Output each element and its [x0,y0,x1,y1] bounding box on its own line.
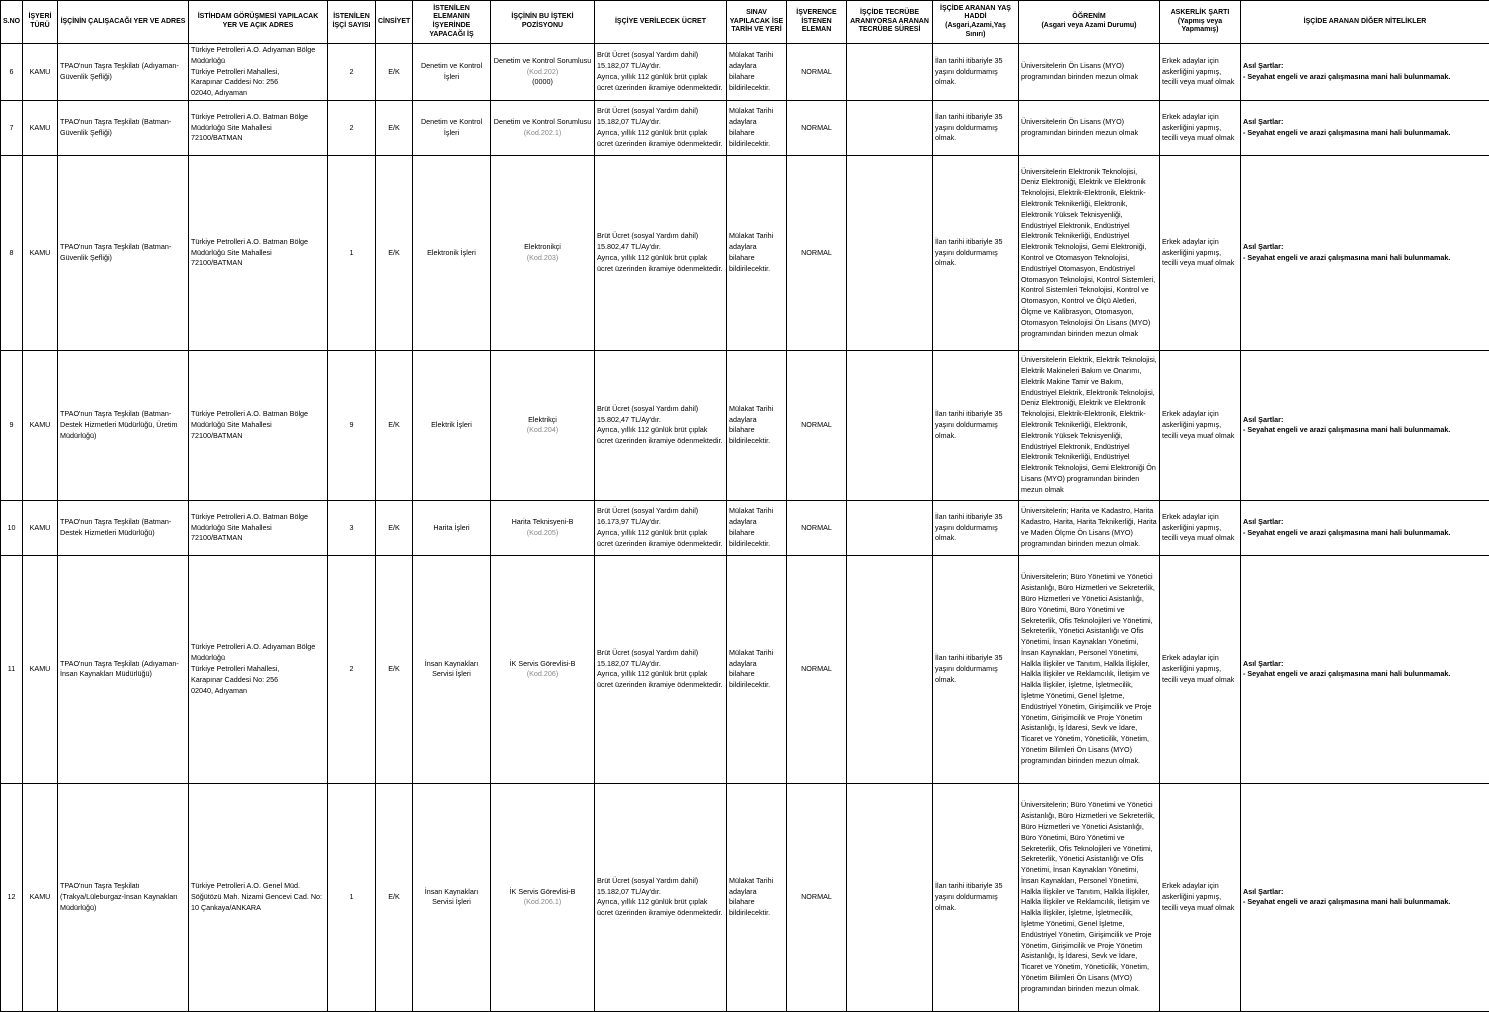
table-row [1,44,1489,101]
cell-wage: Brüt Ücret (sosyal Yardım dahil) 15.182,07 TL/Ay'dır. Ayrıca, yıllık 112 günlük brüt çıplak ücret üzerinden ikramiye ödenmektedir. [595,44,727,101]
col-header-count: İSTENİLEN İŞÇİ SAYISI [328,1,376,44]
table-row [1,100,1489,155]
col-header-military-label: ASKERLİK ŞARTI [1162,9,1238,18]
table-row [1,155,1489,350]
cell-experience [847,350,933,500]
other-qualifications-label: Asıl Şartlar: [1243,517,1487,528]
cell-wage: Brüt Ücret (sosyal Yardım dahil) 16.173,97 TL/Ay'dır. Ayrıca, yıllık 112 günlük brüt çıplak ücret üzerinden ikramiye ödenmektedir. [595,500,727,555]
cell-status: NORMAL [787,350,847,500]
position-code: (Kod.203) [493,253,592,264]
cell-status: NORMAL [787,155,847,350]
position-title: Harita Teknisyeni-B [493,517,592,528]
cell-age: İlan tarihi itibariyle 35 yaşını doldurmamış olmak. [933,44,1019,101]
cell-count: 9 [328,350,376,500]
cell-wage: Brüt Ücret (sosyal Yardım dahil) 15.802,47 TL/Ay'dır. Ayrıca, yıllık 112 günlük brüt çıplak ücret üzerinden ikramiye ödenmektedir. [595,350,727,500]
cell-gender: E/K [376,350,413,500]
col-header-workplace-type: İŞYERİ TÜRÜ [23,1,58,44]
col-header-age-label: İŞÇİDE ARANAN YAŞ HADDİ [935,5,1016,23]
cell-workplace-type: KAMU [23,44,58,101]
cell-exam: Mülakat Tarihi adaylara bilahare bildirilecektir. [727,783,787,1011]
position-code: (Kod.202.1) [493,128,592,139]
cell-other-qualifications [1241,44,1489,101]
position-extra: (0000) [493,77,592,88]
cell-workplace-type: KAMU [23,100,58,155]
position-title: Elektronikçi [493,242,592,253]
cell-workplace-address: TPAO'nun Taşra Teşkilatı (Batman-Destek Hizmetleri Müdürlüğü) [58,500,189,555]
col-header-sno: S.NO [1,1,23,44]
other-qualifications-label: Asıl Şartlar: [1243,242,1487,253]
cell-education: Üniversitelerin; Büro Yönetimi ve Yönetici Asistanlığı, Büro Hizmetleri ve Sekreterlik, Büro Hizmetleri ve Yönetici Asistanlığı, Büro Yönetimi, Büro Yönetimi ve Sekreterlik, Ofis Teknolojileri ve Yönetimi, Sekreterlik, Yönetici Asistanlığı ve Ofis Yönetimi, İnsan Kaynakları Yönetimi, İnsan Kaynakları, Personel Yönetimi, Halkla İlişkiler ve Tanıtım, Halkla İlişkiler, Halkla İlişkiler ve Reklamcılık, İletişim ve Halkla İlişkiler, İşletme, İşletmecilik, İşletme Yönetimi, Genel İşletme, Endüstriyel Yönetim, Girişimcilik ve Proje Yönetim, Girişimcilik ve Proje Yönetim Asistanlığı, İş İdaresi, Sevk ve İdare, Ticaret ve Yönetim, Yöneticilik, Yönetim, Yönetim Bilimleri Ön Lisans (MYO) programından birinden mezun olmak. [1019,783,1160,1011]
cell-interview-address: Türkiye Petrolleri A.O. Genel Müd. Söğütözü Mah. Nizami Gencevi Cad. No: 10 Çankaya/ANKARA [189,783,328,1011]
cell-sno: 8 [1,155,23,350]
position-code: (Kod.204) [493,425,592,436]
cell-age: İlan tarihi itibariyle 35 yaşını doldurmamış olmak. [933,783,1019,1011]
cell-sno: 10 [1,500,23,555]
cell-sno: 7 [1,100,23,155]
cell-job: Denetim ve Kontrol İşleri [413,100,491,155]
cell-interview-address: Türkiye Petrolleri A.O. Batman Bölge Müdürlüğü Site Mahallesi 72100/BATMAN [189,155,328,350]
cell-experience [847,44,933,101]
cell-gender: E/K [376,44,413,101]
cell-age: İlan tarihi itibariyle 35 yaşını doldurmamış olmak. [933,500,1019,555]
cell-status: NORMAL [787,500,847,555]
cell-age: İlan tarihi itibariyle 35 yaşını doldurmamış olmak. [933,100,1019,155]
cell-gender: E/K [376,100,413,155]
table-row [1,500,1489,555]
cell-other-qualifications [1241,783,1489,1011]
cell-position [491,100,595,155]
col-header-workplace-address: İŞÇİNİN ÇALIŞACAĞI YER VE ADRES [58,1,189,44]
cell-count: 1 [328,155,376,350]
position-title: Denetim ve Kontrol Sorumlusu [493,56,592,67]
header-row [1,1,1489,44]
cell-count: 1 [328,783,376,1011]
other-qualifications-label: Asıl Şartlar: [1243,659,1487,670]
other-qualifications-label: Asıl Şartlar: [1243,887,1487,898]
col-header-education-sub: (Asgari veya Azami Durumu) [1021,22,1157,31]
cell-workplace-address: TPAO'nun Taşra Teşkilatı (Batman-Güvenlik Şefliği) [58,155,189,350]
position-title: Elektrikçi [493,415,592,426]
cell-exam: Mülakat Tarihi adaylara bilahare bildirilecektir. [727,555,787,783]
other-qualifications-label: Asıl Şartlar: [1243,61,1487,72]
cell-military: Erkek adaylar için askerliğini yapmış, tecilli veya muaf olmak [1160,783,1241,1011]
other-qualifications-text: - Seyahat engeli ve arazi çalışmasına mani hali bulunmamak. [1243,72,1487,83]
other-qualifications-text: - Seyahat engeli ve arazi çalışmasına mani hali bulunmamak. [1243,897,1487,908]
position-code: (Kod.202) [493,67,592,78]
position-code: (Kod.206.1) [493,897,592,908]
cell-exam: Mülakat Tarihi adaylara bilahare bildirilecektir. [727,155,787,350]
cell-military: Erkek adaylar için askerliğini yapmış, tecilli veya muaf olmak [1160,350,1241,500]
other-qualifications-text: - Seyahat engeli ve arazi çalışmasına mani hali bulunmamak. [1243,253,1487,264]
cell-experience [847,555,933,783]
cell-sno: 9 [1,350,23,500]
other-qualifications-text: - Seyahat engeli ve arazi çalışmasına mani hali bulunmamak. [1243,528,1487,539]
col-header-gender: CİNSİYET [376,1,413,44]
cell-education: Üniversitelerin Elektrik, Elektrik Teknolojisi, Elektrik Makineleri Bakım ve Onarımı, Elektrik Makine Tamir ve Bakım, Endüstriyel Elektrik, Elektronik Teknolojisi, Deniz Elektroniği, Elektrik ve Elektronik Teknolojisi, Elektrik-Elektronik, Elektrik-Elektronik Teknikerliği, Elektronik, Elektronik Yüksek Teknisyenliği, Endüstriyel Elektronik, Endüstriyel Elektronik Teknikerliği, Endüstriyel Elektronik Teknolojisi, Gemi Elektroniği Ön Lisans (MYO) programından birinden mezun olmak [1019,350,1160,500]
cell-position [491,44,595,101]
cell-other-qualifications [1241,155,1489,350]
cell-position [491,350,595,500]
cell-sno: 6 [1,44,23,101]
cell-interview-address: Türkiye Petrolleri A.O. Adıyaman Bölge Müdürlüğü Türkiye Petrolleri Mahallesi, Karapınar Caddesi No: 256 02040, Adıyaman [189,44,328,101]
position-title: İK Servis Görevlisi-B [493,659,592,670]
cell-education: Üniversitelerin; Büro Yönetimi ve Yönetici Asistanlığı, Büro Hizmetleri ve Sekreterlik, Büro Hizmetleri ve Yönetici Asistanlığı, Büro Yönetimi, Büro Yönetimi ve Sekreterlik, Ofis Teknolojileri ve Yönetimi, Sekreterlik, Yönetici Asistanlığı ve Ofis Yönetimi, İnsan Kaynakları Yönetimi, İnsan Kaynakları, Personel Yönetimi, Halkla İlişkiler ve Tanıtım, Halkla İlişkiler, Halkla İlişkiler ve Reklamcılık, İletişim ve Halkla İlişkiler, İşletme, İşletmecilik, İşletme Yönetimi, Genel İşletme, Endüstriyel Yönetim, Girişimcilik ve Proje Yönetim, Girişimcilik ve Proje Yönetim Asistanlığı, İş İdaresi, Sevk ve İdare, Ticaret ve Yönetim, Yöneticilik, Yönetim, Yönetim Bilimleri Ön Lisans (MYO) programından birinden mezun olmak. [1019,555,1160,783]
cell-job: İnsan Kaynakları Servisi İşleri [413,783,491,1011]
cell-military: Erkek adaylar için askerliğini yapmış, tecilli veya muaf olmak [1160,155,1241,350]
cell-position [491,555,595,783]
cell-count: 2 [328,100,376,155]
col-header-education-label: ÖĞRENİM [1021,13,1157,22]
cell-education: Üniversitelerin Ön Lisans (MYO) programından birinden mezun olmak [1019,100,1160,155]
table-row [1,555,1489,783]
cell-workplace-type: KAMU [23,350,58,500]
cell-position [491,500,595,555]
cell-experience [847,500,933,555]
cell-wage: Brüt Ücret (sosyal Yardım dahil) 15.182,07 TL/Ay'dır. Ayrıca, yıllık 112 günlük brüt çıplak ücret üzerinden ikramiye ödenmektedir. [595,783,727,1011]
cell-sno: 12 [1,783,23,1011]
cell-sno: 11 [1,555,23,783]
cell-gender: E/K [376,500,413,555]
col-header-status: İŞVERENCE İSTENEN ELEMAN [787,1,847,44]
cell-count: 2 [328,44,376,101]
cell-job: Denetim ve Kontrol İşleri [413,44,491,101]
position-code: (Kod.206) [493,669,592,680]
table-body [1,44,1489,1012]
cell-age: İlan tarihi itibariyle 35 yaşını doldurmamış olmak. [933,350,1019,500]
cell-workplace-type: KAMU [23,155,58,350]
cell-other-qualifications [1241,100,1489,155]
other-qualifications-text: - Seyahat engeli ve arazi çalışmasına mani hali bulunmamak. [1243,425,1487,436]
cell-job: Elektrik İşleri [413,350,491,500]
cell-experience [847,783,933,1011]
cell-position [491,155,595,350]
col-header-job: İSTENİLEN ELEMANIN İŞYERİNDE YAPACAĞI İŞ [413,1,491,44]
cell-count: 3 [328,500,376,555]
cell-status: NORMAL [787,44,847,101]
cell-interview-address: Türkiye Petrolleri A.O. Batman Bölge Müdürlüğü Site Mahallesi 72100/BATMAN [189,500,328,555]
cell-interview-address: Türkiye Petrolleri A.O. Adıyaman Bölge Müdürlüğü Türkiye Petrolleri Mahallesi, Karapınar Caddesi No: 256 02040, Adıyaman [189,555,328,783]
col-header-other: İŞÇİDE ARANAN DİĞER NİTELİKLER [1241,1,1489,44]
cell-workplace-address: TPAO'nun Taşra Teşkilatı (Trakya/Lüleburgaz-İnsan Kaynakları Müdürlüğü) [58,783,189,1011]
cell-age: İlan tarihi itibariyle 35 yaşını doldurmamış olmak. [933,555,1019,783]
cell-interview-address: Türkiye Petrolleri A.O. Batman Bölge Müdürlüğü Site Mahallesi 72100/BATMAN [189,100,328,155]
other-qualifications-label: Asıl Şartlar: [1243,415,1487,426]
cell-wage: Brüt Ücret (sosyal Yardım dahil) 15.182,07 TL/Ay'dır. Ayrıca, yıllık 112 günlük brüt çıplak ücret üzerinden ikramiye ödenmektedir. [595,555,727,783]
other-qualifications-text: - Seyahat engeli ve arazi çalışmasına mani hali bulunmamak. [1243,128,1487,139]
cell-military: Erkek adaylar için askerliğini yapmış, tecilli veya muaf olmak [1160,44,1241,101]
cell-gender: E/K [376,783,413,1011]
cell-workplace-address: TPAO'nun Taşra Teşkilatı (Batman-Destek Hizmetleri Müdürlüğü, Üretim Müdürlüğü) [58,350,189,500]
cell-experience [847,100,933,155]
cell-workplace-address: TPAO'nun Taşra Teşkilatı (Adıyaman-İnsan Kaynakları Müdürlüğü) [58,555,189,783]
cell-exam: Mülakat Tarihi adaylara bilahare bildirilecektir. [727,44,787,101]
cell-job: Harita İşleri [413,500,491,555]
col-header-interview-address: İSTİHDAM GÖRÜŞMESİ YAPILACAK YER VE AÇIK ADRES [189,1,328,44]
position-title: Denetim ve Kontrol Sorumlusu [493,117,592,128]
col-header-age-sub: (Asgari,Azami,Yaş Sınırı) [935,22,1016,40]
cell-other-qualifications [1241,500,1489,555]
col-header-military-sub: (Yapmış veya Yapmamış) [1162,18,1238,36]
cell-job: Elektronik İşleri [413,155,491,350]
cell-military: Erkek adaylar için askerliğini yapmış, tecilli veya muaf olmak [1160,555,1241,783]
cell-position [491,783,595,1011]
col-header-age [933,1,1019,44]
cell-status: NORMAL [787,783,847,1011]
position-title: İK Servis Görevlisi-B [493,887,592,898]
cell-gender: E/K [376,155,413,350]
cell-status: NORMAL [787,555,847,783]
col-header-experience: İŞÇİDE TECRÜBE ARANIYORSA ARANAN TECRÜBE SÜRESİ [847,1,933,44]
col-header-position: İŞÇİNİN BU İŞTEKİ POZİSYONU [491,1,595,44]
table-row [1,783,1489,1011]
cell-exam: Mülakat Tarihi adaylara bilahare bildirilecektir. [727,500,787,555]
cell-military: Erkek adaylar için askerliğini yapmış, tecilli veya muaf olmak [1160,500,1241,555]
cell-experience [847,155,933,350]
other-qualifications-label: Asıl Şartlar: [1243,117,1487,128]
cell-other-qualifications [1241,555,1489,783]
cell-job: İnsan Kaynakları Servisi İşleri [413,555,491,783]
cell-other-qualifications [1241,350,1489,500]
cell-gender: E/K [376,555,413,783]
col-header-military [1160,1,1241,44]
cell-education: Üniversitelerin; Harita ve Kadastro, Harita Kadastro, Harita, Harita Teknikerliği, Harita ve Maden Ölçme Ön Lisans (MYO) programından birinden mezun olmak. [1019,500,1160,555]
cell-exam: Mülakat Tarihi adaylara bilahare bildirilecektir. [727,350,787,500]
cell-education: Üniversitelerin Ön Lisans (MYO) programından birinden mezun olmak [1019,44,1160,101]
other-qualifications-text: - Seyahat engeli ve arazi çalışmasına mani hali bulunmamak. [1243,669,1487,680]
position-code: (Kod.205) [493,528,592,539]
col-header-exam: SINAV YAPILACAK İSE TARİH VE YERİ [727,1,787,44]
cell-exam: Mülakat Tarihi adaylara bilahare bildirilecektir. [727,100,787,155]
cell-workplace-address: TPAO'nun Taşra Teşkilatı (Adıyaman-Güvenlik Şefliği) [58,44,189,101]
cell-age: İlan tarihi itibariyle 35 yaşını doldurmamış olmak. [933,155,1019,350]
cell-workplace-address: TPAO'nun Taşra Teşkilatı (Batman-Güvenlik Şefliği) [58,100,189,155]
cell-workplace-type: KAMU [23,555,58,783]
cell-count: 2 [328,555,376,783]
table-header [1,1,1489,44]
table-row [1,350,1489,500]
cell-workplace-type: KAMU [23,783,58,1011]
cell-education: Üniversitelerin Elektronik Teknolojisi, Deniz Elektroniği, Elektrik ve Elektronik Teknolojisi, Elektrik-Elektronik, Elektrik-Elektronik Teknikerliği, Elektronik, Elektronik Yüksek Teknisyenliği, Endüstriyel Elektronik, Endüstriyel Elektronik Teknikerliği, Endüstriyel Elektronik Teknolojisi, Gemi Elektroniği, Kontrol ve Otomasyon Teknolojisi, Endüstriyel Otomasyon, Endüstriyel Otomasyon Teknolojisi, Kontrol Sistemleri, Kontrol Sistemleri Teknolojisi, Kontrol ve Otomasyon, Kontrol ve Ölçü Aletleri, Ölçme ve Kalibrasyon, Otomasyon, Otomasyon Teknolojisi Ön Lisans (MYO) programından birinden mezun olmak [1019,155,1160,350]
cell-wage: Brüt Ücret (sosyal Yardım dahil) 15.802,47 TL/Ay'dır. Ayrıca, yıllık 112 günlük brüt çıplak ücret üzerinden ikramiye ödenmektedir. [595,155,727,350]
cell-interview-address: Türkiye Petrolleri A.O. Batman Bölge Müdürlüğü Site Mahallesi 72100/BATMAN [189,350,328,500]
cell-military: Erkek adaylar için askerliğini yapmış, tecilli veya muaf olmak [1160,100,1241,155]
cell-workplace-type: KAMU [23,500,58,555]
cell-status: NORMAL [787,100,847,155]
col-header-education [1019,1,1160,44]
col-header-wage: İŞÇİYE VERİLECEK ÜCRET [595,1,727,44]
cell-wage: Brüt Ücret (sosyal Yardım dahil) 15.182,07 TL/Ay'dır. Ayrıca, yıllık 112 günlük brüt çıplak ücret üzerinden ikramiye ödenmektedir. [595,100,727,155]
